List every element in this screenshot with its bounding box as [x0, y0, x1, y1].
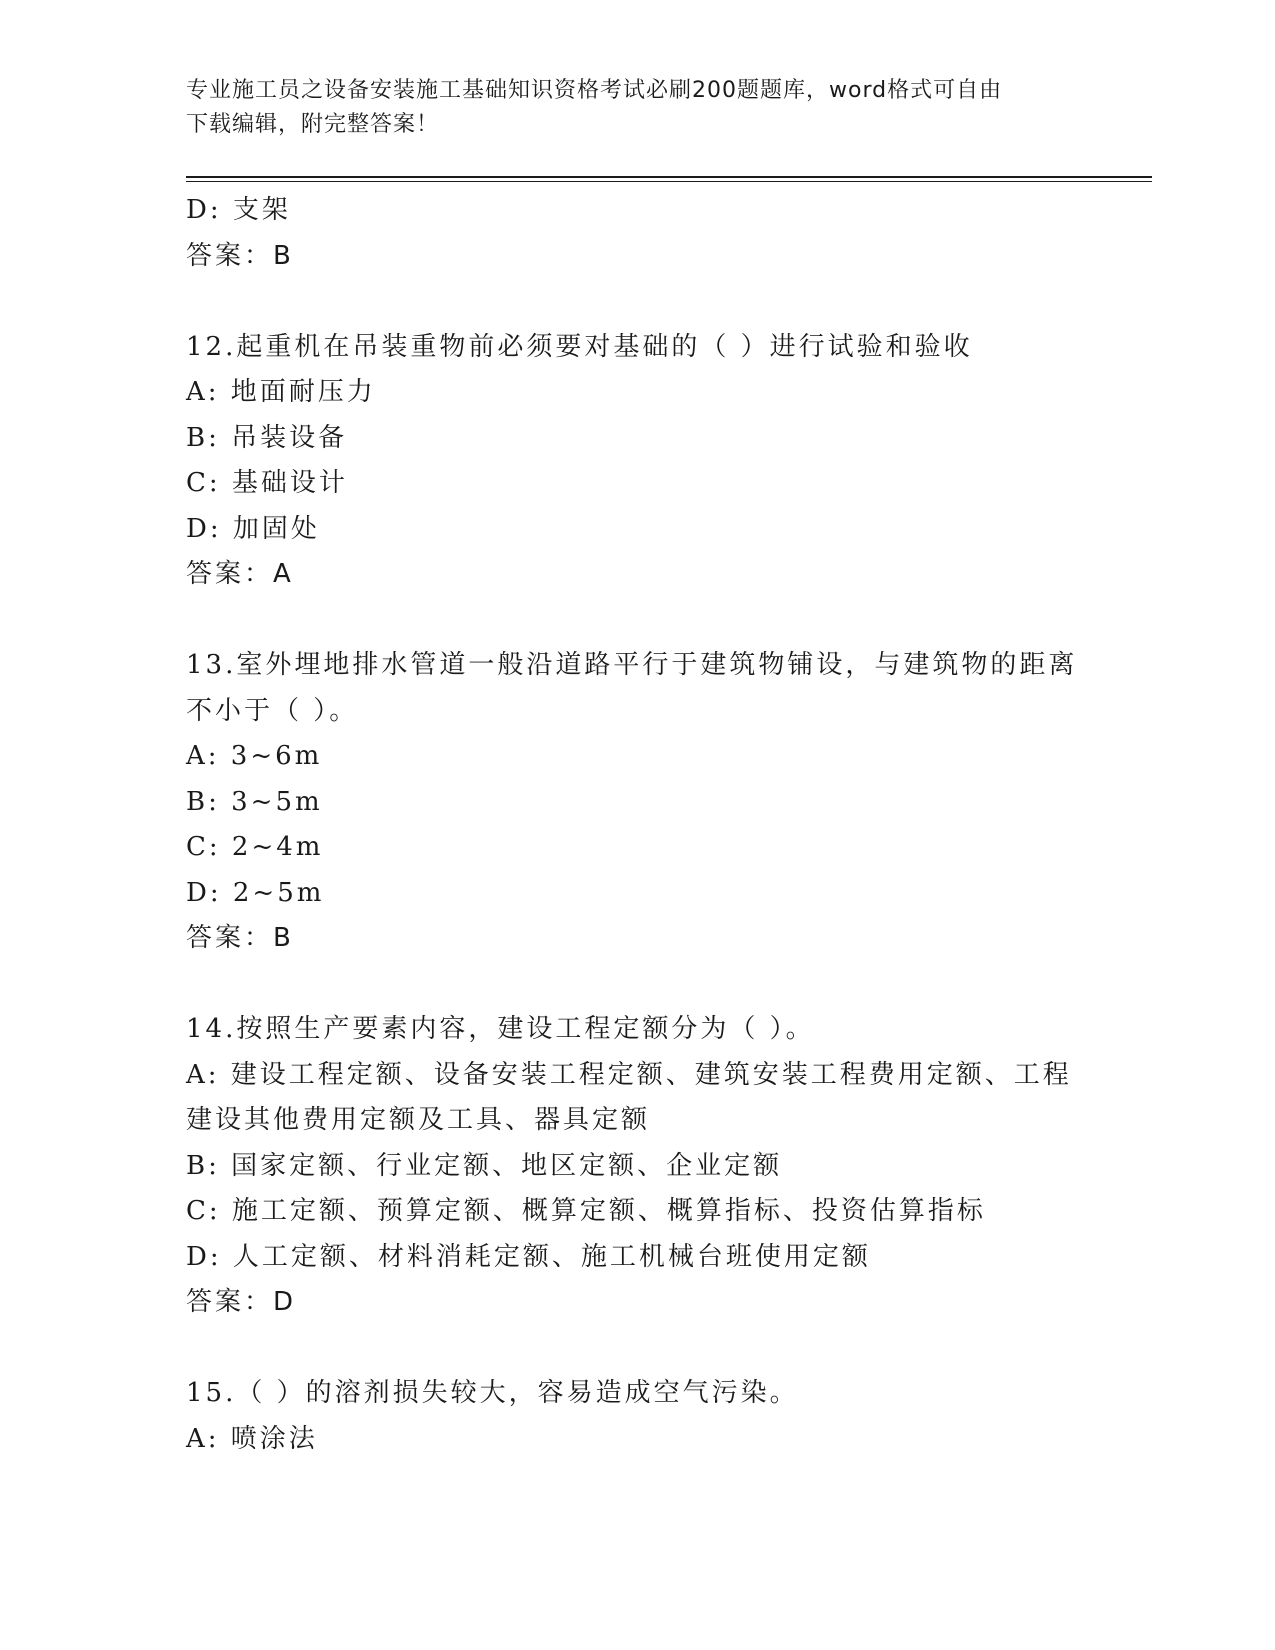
document-header: 专业施工员之设备安装施工基础知识资格考试必刷200题题库，word格式可自由 下载编辑，附完整答案！ — [186, 78, 1003, 137]
q14-stem: 14.按照生产要素内容，建设工程定额分为（ ）。 — [186, 1014, 815, 1044]
header-rule-thick — [186, 176, 1152, 178]
q13-answer: 答案：B — [186, 923, 294, 953]
header-rule-thin — [186, 181, 1152, 182]
prev-answer: 答案：B — [186, 240, 294, 271]
q13-stem-line2: 不小于（ ）。 — [186, 695, 359, 726]
q14-option-b: B: 国家定额、行业定额、地区定额、企业定额 — [186, 1150, 783, 1181]
spacer — [186, 1326, 1086, 1372]
q15-option-a: A: 喷涂法 — [186, 1423, 318, 1454]
q12-answer: 答案：A — [186, 559, 294, 589]
q15-stem: 15.（ ）的溶剂损失较大，容易造成空气污染。 — [186, 1378, 799, 1408]
q13-option-c: C: 2~4m — [186, 832, 324, 862]
q12-stem: 12.起重机在吊装重物前必须要对基础的（ ）进行试验和验收 — [186, 331, 973, 362]
spacer — [186, 598, 1086, 644]
q14-option-d: D: 人工定额、材料消耗定额、施工机械台班使用定额 — [186, 1241, 871, 1272]
spacer — [186, 962, 1086, 1008]
q14-option-a-line2: 建设其他费用定额及工具、器具定额 — [186, 1105, 651, 1135]
q12-option-c: C: 基础设计 — [186, 468, 348, 498]
prev-option-d: D: 支架 — [186, 195, 291, 225]
question-content — [186, 188, 1086, 1462]
q12-option-d: D: 加固处 — [186, 513, 320, 544]
q14-option-c: C: 施工定额、预算定额、概算定额、概算指标、投资估算指标 — [186, 1196, 986, 1226]
q13-option-a: A: 3~6m — [186, 741, 323, 771]
q14-option-a-line1: A: 建设工程定额、设备安装工程定额、建筑安装工程费用定额、工程 — [186, 1059, 1072, 1090]
q12-option-b: B: 吊装设备 — [186, 422, 348, 453]
q14-answer: 答案：D — [186, 1287, 297, 1317]
q13-option-d: D: 2~5m — [186, 877, 325, 908]
q12-option-a: A: 地面耐压力 — [186, 377, 376, 407]
q13-stem-line1: 13.室外埋地排水管道一般沿道路平行于建筑物铺设，与建筑物的距离 — [186, 650, 1078, 680]
spacer — [186, 279, 1086, 325]
q13-option-b: B: 3~5m — [186, 786, 323, 817]
